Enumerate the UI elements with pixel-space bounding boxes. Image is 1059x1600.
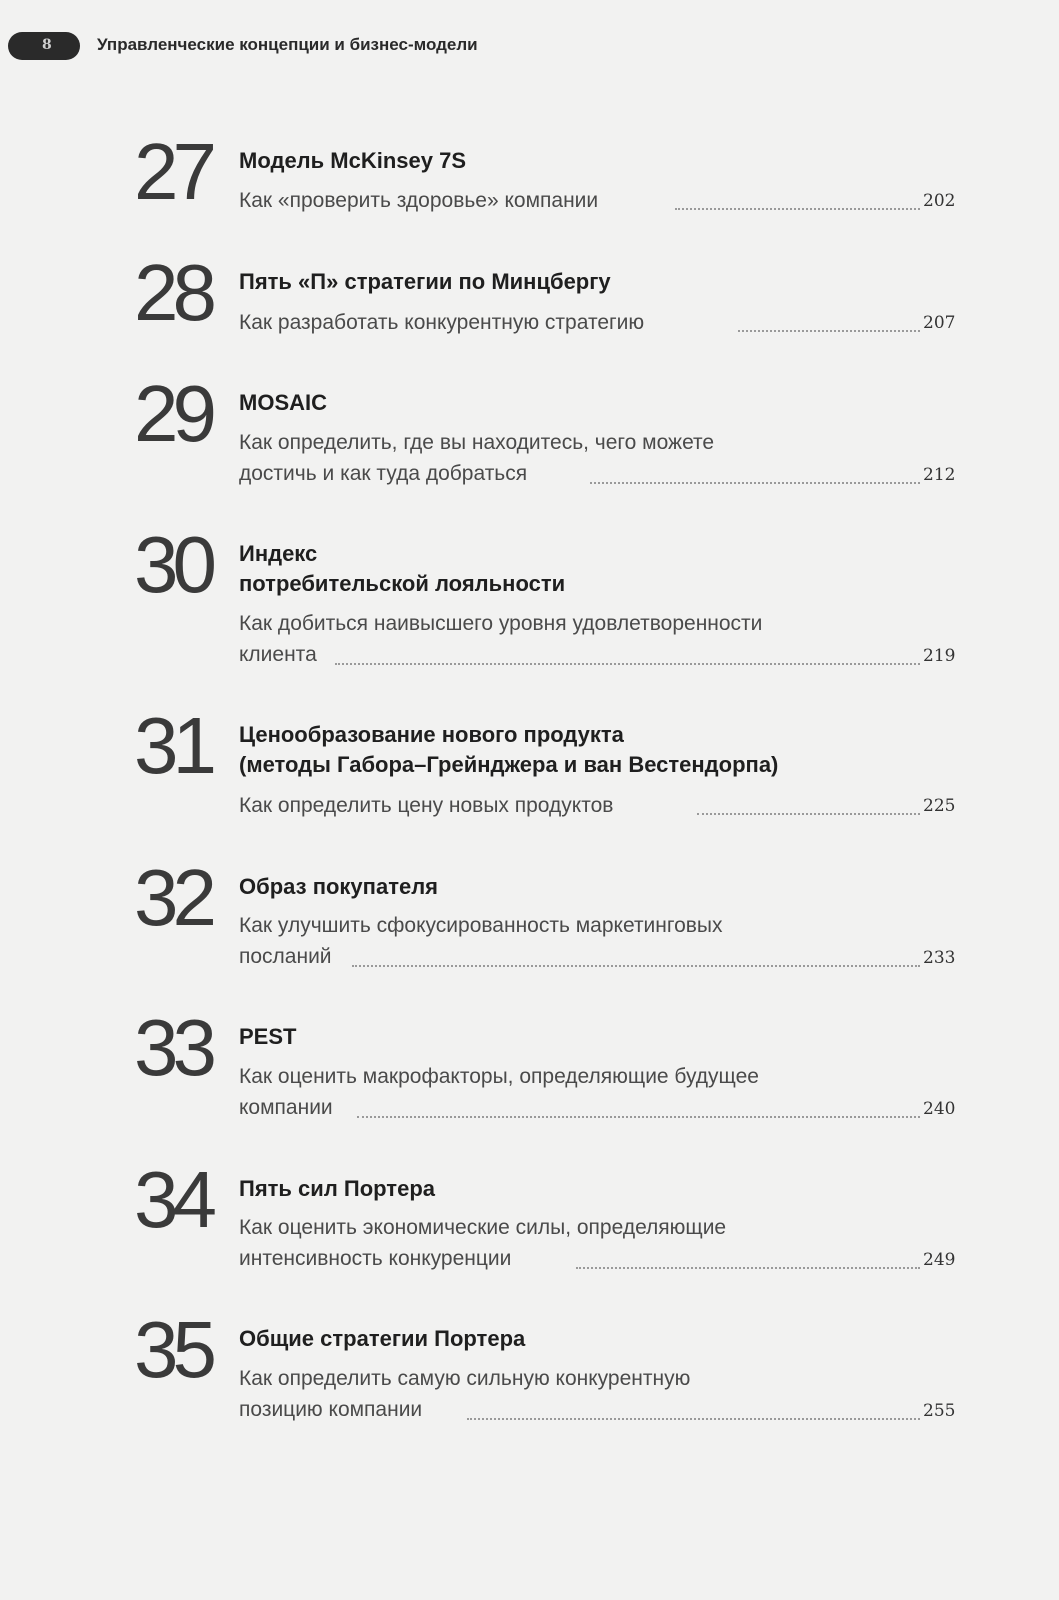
page-ref: 240 <box>923 1099 956 1119</box>
chapter-title: Модель McKinsey 7S <box>239 148 467 173</box>
chapter-number: 28 <box>134 248 211 337</box>
description-line: Как улучшить сфокусированность маркетинговых <box>239 914 723 937</box>
description-line: Как добиться наивысшего уровня удовлетворенности <box>239 612 763 635</box>
page-ref: 207 <box>923 313 956 333</box>
page-ref: 212 <box>923 465 956 485</box>
description-line: позицию компании <box>239 1398 423 1421</box>
page-ref: 202 <box>923 191 956 211</box>
description-line: достичь и как туда добраться <box>239 462 528 485</box>
description-line: посланий <box>239 945 332 968</box>
dot-leader <box>335 663 920 665</box>
chapter-title: MOSAIC <box>239 390 327 415</box>
chapter-title: Образ покупателя <box>239 874 439 899</box>
dot-leader <box>357 1116 920 1118</box>
title-line: Индекс <box>239 541 318 566</box>
title-line: Ценообразование нового продукта <box>239 722 624 747</box>
running-title: Управленческие концепции и бизнес-модели <box>97 35 478 54</box>
dot-leader <box>738 330 920 332</box>
description-line: интенсивность конкуренции <box>239 1247 512 1270</box>
chapter-number: 27 <box>134 127 211 216</box>
description-line: Как определить самую сильную конкурентную <box>239 1367 691 1390</box>
title-line: (методы Габора–Грейнджера и ван Вестендорпа) <box>239 752 779 777</box>
description-line: компании <box>239 1096 333 1119</box>
chapter-title <box>239 539 939 599</box>
chapter-description: Как разработать конкурентную стратегию <box>239 311 645 334</box>
chapter-number: 32 <box>134 853 211 942</box>
page-ref: 219 <box>923 646 956 666</box>
page-ref: 233 <box>923 948 956 968</box>
page-ref: 225 <box>923 796 956 816</box>
chapter-description <box>239 608 839 670</box>
chapter-title: Пять «П» стратегии по Минцбергу <box>239 269 611 294</box>
chapter-number: 31 <box>134 701 211 790</box>
description-line: Как определить, где вы находитесь, чего можете <box>239 431 715 454</box>
chapter-description <box>239 427 839 489</box>
chapter-title: Общие стратегии Портера <box>239 1326 526 1351</box>
chapter-description <box>239 910 839 972</box>
dot-leader <box>590 482 920 484</box>
chapter-number: 29 <box>134 369 211 458</box>
description-line: Как оценить экономические силы, определяющие <box>239 1216 727 1239</box>
dot-leader <box>675 208 920 210</box>
chapter-description <box>239 1363 839 1425</box>
chapter-title <box>239 720 939 780</box>
page-ref: 249 <box>923 1250 956 1270</box>
title-line: потребительской лояльности <box>239 571 566 596</box>
chapter-number: 30 <box>134 520 211 609</box>
chapter-description <box>239 1212 839 1274</box>
dot-leader <box>576 1267 920 1269</box>
dot-leader <box>697 813 920 815</box>
description-line: клиента <box>239 643 317 666</box>
chapter-description: Как определить цену новых продуктов <box>239 794 614 817</box>
chapter-title: PEST <box>239 1024 297 1049</box>
chapter-title: Пять сил Портера <box>239 1176 435 1201</box>
dot-leader <box>467 1418 920 1420</box>
page-number: 8 <box>42 37 52 53</box>
chapter-number: 35 <box>134 1305 211 1394</box>
page-ref: 255 <box>923 1401 956 1421</box>
chapter-number: 34 <box>134 1155 211 1244</box>
chapter-number: 33 <box>134 1003 211 1092</box>
chapter-description: Как «проверить здоровье» компании <box>239 189 599 212</box>
description-line: Как оценить макрофакторы, определяющие будущее <box>239 1065 759 1088</box>
chapter-description <box>239 1061 839 1123</box>
dot-leader <box>352 965 920 967</box>
